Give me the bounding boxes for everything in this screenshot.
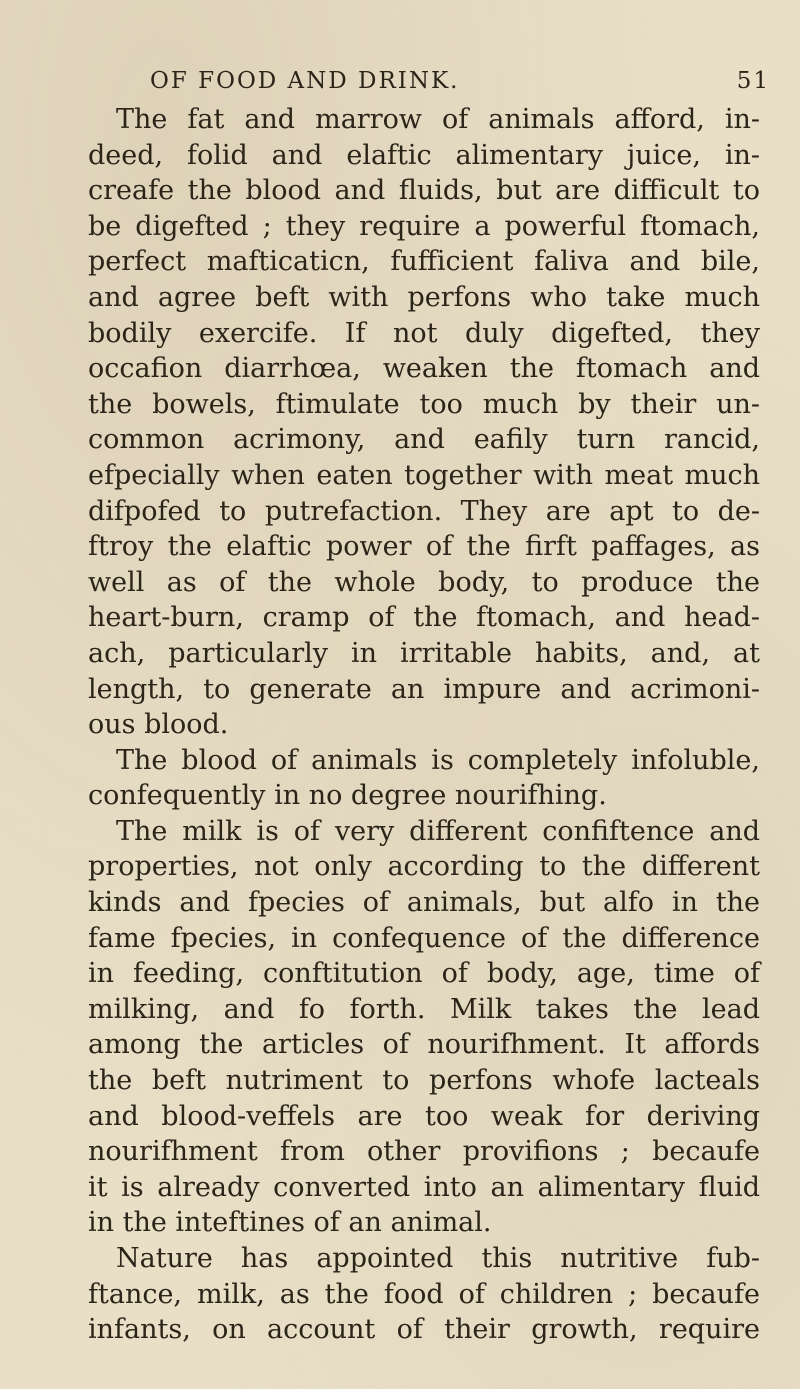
text-line: and blood-veffels are too weak for deriving [88, 1100, 760, 1132]
text-line: length, to generate an impure and acrimoni- [88, 673, 760, 705]
text-line: in the inteftines of an animal. [88, 1207, 492, 1239]
text-line: be digefted ; they require a powerful ftomach, [88, 210, 760, 242]
text-line: heart-burn, cramp of the ftomach, and head- [88, 602, 760, 634]
page-number: 51 [736, 68, 770, 94]
body-text [88, 102, 760, 1348]
text-line: nourifhment from other provifions ; becaufe [88, 1136, 760, 1168]
text-line: properties, not only according to the different [88, 851, 760, 883]
text-line: and agree beft with perfons who take much [88, 281, 760, 313]
text-line: occafion diarrhœa, weaken the ftomach and [88, 353, 760, 385]
text-line: The milk is of very different confiftence and [116, 815, 760, 847]
text-line: The blood of animals is completely infoluble, [116, 744, 760, 776]
text-line: common acrimony, and eafily turn rancid, [88, 424, 760, 456]
text-line: the bowels, ftimulate too much by their un- [88, 388, 760, 420]
text-line: infants, on account of their growth, require [88, 1314, 760, 1346]
text-line: the beft nutriment to perfons whofe lacteals [88, 1065, 760, 1097]
text-line: bodily exercife. If not duly digefted, they [88, 317, 760, 349]
text-line: well as of the whole body, to produce the [88, 566, 760, 598]
text-line: efpecially when eaten together with meat much [88, 459, 760, 491]
text-line: difpofed to putrefaction. They are apt to de- [88, 495, 760, 527]
text-line: creafe the blood and fluids, but are difficult to [88, 175, 760, 207]
text-line: Nature has appointed this nutritive fub- [116, 1243, 760, 1274]
text-line: perfect mafticaticn, fufficient faliva and bile, [88, 246, 760, 278]
text-line: ach, particularly in irritable habits, and, at [88, 637, 760, 669]
text-line: milking, and fo forth. Milk takes the lead [88, 993, 760, 1025]
text-line: deed, folid and elaftic alimentary juice, in- [88, 139, 760, 171]
running-title: OF FOOD AND DRINK. [150, 68, 460, 94]
text-line: fame fpecies, in confequence of the difference [88, 922, 760, 954]
text-line: in feeding, conftitution of body, age, time of [88, 958, 760, 990]
text-line: confequently in no degree nourifhing. [88, 780, 607, 812]
text-line: ous blood. [88, 709, 229, 741]
running-head [150, 68, 800, 104]
text-line: ftroy the elaftic power of the firft paffages, as [88, 531, 760, 563]
text-line: kinds and fpecies of animals, but alfo in the [88, 887, 760, 919]
text-line: among the articles of nourifhment. It affords [88, 1029, 760, 1061]
text-line: ftance, milk, as the food of children ; becaufe [88, 1278, 760, 1310]
text-line: it is already converted into an alimentary fluid [88, 1171, 760, 1203]
text-line: The fat and marrow of animals afford, in- [116, 104, 760, 135]
